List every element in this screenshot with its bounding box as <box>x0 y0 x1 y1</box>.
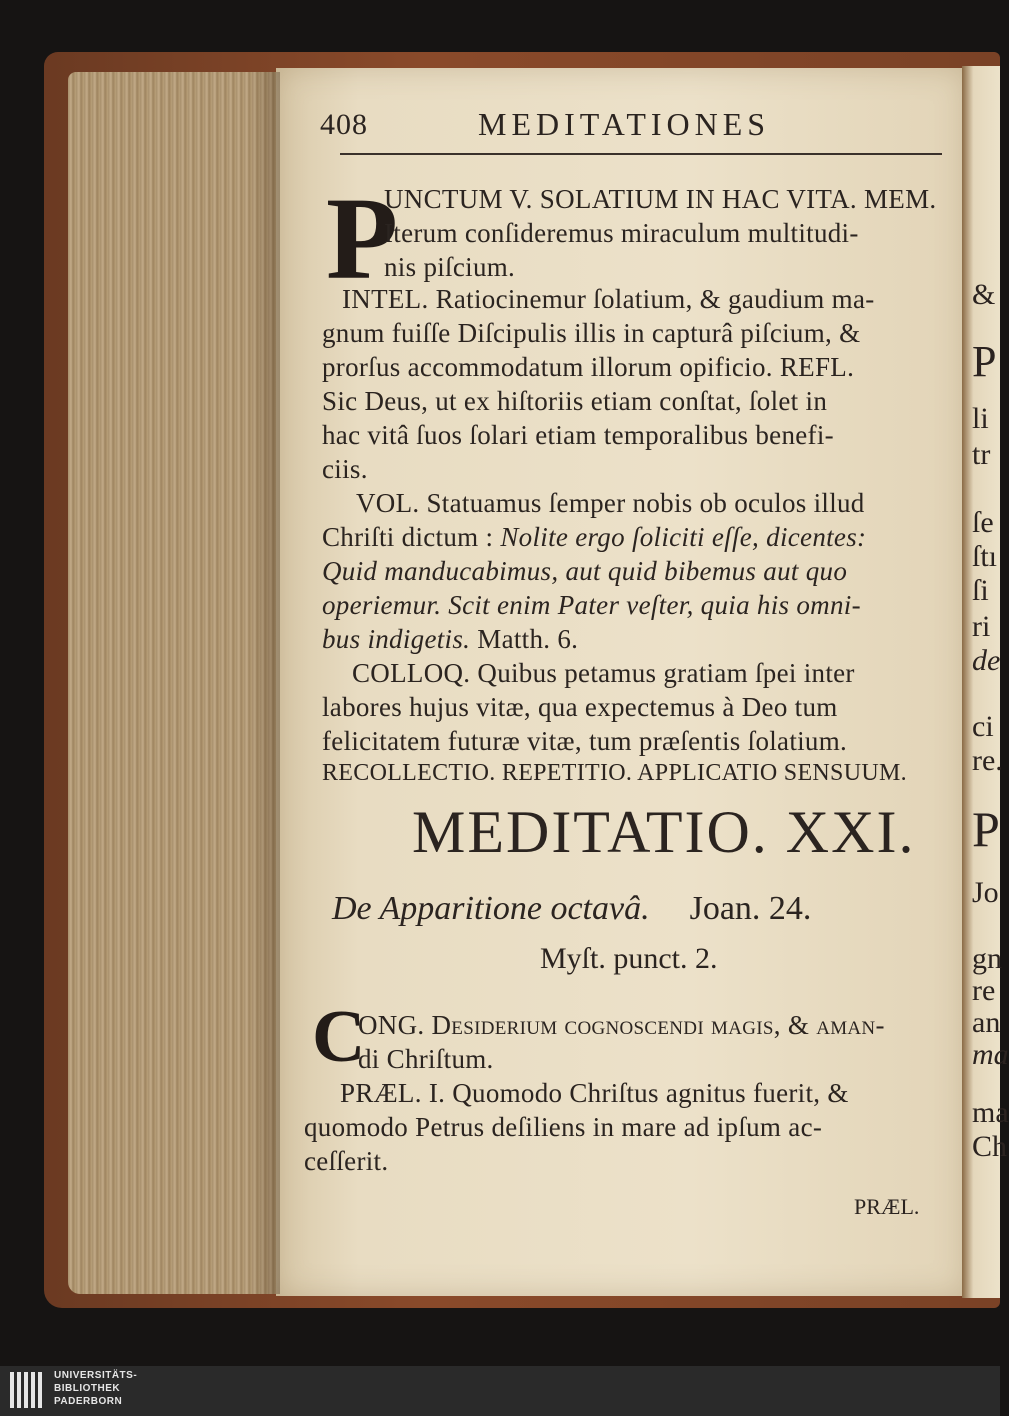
prael-line: PRÆL. I. Quomodo Chriſtus agnitus fuerit, & <box>340 1078 849 1108</box>
colloq-line: labores hujus vitæ, qua expectemus à Deo tum <box>322 692 838 722</box>
page-edges <box>68 72 276 1294</box>
vol-quote-line: Quid manducabimus, aut quid bibemus aut quo <box>322 556 848 586</box>
colloq-line: RECOLLECTIO. REPETITIO. APPLICATIO SENSUUM. <box>322 760 907 786</box>
punctum-line: Iterum conſideremus miraculum multitudi- <box>384 218 859 248</box>
facing-fragment: gn <box>972 942 1002 975</box>
spine-shadow <box>250 72 280 1294</box>
meditatio-subtitle <box>332 890 811 928</box>
vol-quote: bus indigetis. <box>322 624 471 654</box>
facing-fragment: & <box>972 278 996 311</box>
page-number: 408 <box>320 108 368 141</box>
vol-quote: Nolite ergo ſoliciti eſſe, dicentes: <box>500 522 867 552</box>
vol-text: Chriſti dictum : <box>322 522 501 552</box>
intel-line: gnum fuiſſe Diſcipulis illis in capturâ piſcium, & <box>322 318 861 348</box>
prael-line: quomodo Petrus deſiliens in mare ad ipſum ac- <box>304 1112 823 1142</box>
facing-fragment: ri <box>972 610 991 643</box>
cong-line: di Chriſtum. <box>358 1044 494 1074</box>
facing-fragment: P <box>972 337 997 386</box>
vol-line <box>322 522 866 553</box>
punctum-line: nis piſcium. <box>384 252 516 282</box>
facing-fragment: an <box>972 1006 1001 1039</box>
vol-reference: Matth. 6. <box>470 624 579 654</box>
mystery-reference: Myſt. punct. 2. <box>540 942 718 975</box>
punctum-line: UNCTUM V. SOLATIUM IN HAC VITA. MEM. <box>384 184 937 214</box>
vol-line: VOL. Statuamus ſemper nobis ob oculos illud <box>356 488 865 518</box>
meditatio-title: MEDITATIO. XXI. <box>412 799 916 865</box>
dropcap-c: C <box>312 996 366 1078</box>
facing-fragment: P <box>972 801 1000 857</box>
gospel-reference: Joan. 24. <box>689 890 812 927</box>
intel-line: prorſus accommodatum illorum opificio. REFL. <box>322 352 855 382</box>
cong-line: ONG. Deſiderium cognoſcendi magis, & aman- <box>358 1010 885 1040</box>
facing-fragment: ma <box>972 1038 1009 1071</box>
colloq-line: felicitatem futuræ vitæ, tum præſentis ſolatium. <box>322 726 848 756</box>
facing-fragment: re <box>972 974 996 1007</box>
facing-fragment: re. <box>972 744 1003 777</box>
intel-line: Sic Deus, ut ex hiſtoriis etiam conſtat, ſolet in <box>322 386 828 416</box>
library-name-line: BIBLIOTHEK <box>54 1383 121 1394</box>
apparition-title: De Apparitione octavâ. <box>332 890 650 927</box>
facing-page-edge <box>962 66 1009 1298</box>
intel-line: hac vitâ ſuos ſolari etiam temporalibus benefi- <box>322 420 834 450</box>
intel-line: INTEL. Ratiocinemur ſolatium, & gaudium ma- <box>342 284 875 314</box>
facing-fragment: tr <box>972 438 991 471</box>
colloq-line: COLLOQ. Quibus petamus gratiam ſpei inter <box>352 658 855 688</box>
facing-fragment: ci <box>972 710 994 743</box>
dropcap-p: P <box>326 173 399 304</box>
running-title: MEDITATIONES <box>478 106 771 142</box>
facing-fragment: Jo <box>972 876 999 909</box>
intel-line: ciis. <box>322 454 368 484</box>
library-name-line: PADERBORN <box>54 1396 123 1407</box>
library-name-line: UNIVERSITÄTS- <box>54 1370 138 1381</box>
facing-fragment: de <box>972 644 1001 677</box>
vol-line <box>322 624 578 655</box>
vol-quote-line: operiemur. Scit enim Pater veſter, quia his omni- <box>322 590 861 620</box>
facing-fragment: ſi <box>972 574 989 607</box>
library-logo-icon <box>8 1370 44 1410</box>
facing-fragment: Ch <box>972 1130 1008 1163</box>
facing-fragment: li <box>972 402 989 435</box>
catchword: PRÆL. <box>854 1194 920 1219</box>
prael-line: ceſſerit. <box>304 1146 389 1176</box>
facing-fragment: ſe <box>972 506 994 539</box>
library-footer-bar <box>0 1366 1000 1416</box>
facing-fragment: ſtı <box>972 540 998 573</box>
facing-fragment: ma <box>972 1096 1009 1129</box>
header-rule <box>340 153 942 155</box>
